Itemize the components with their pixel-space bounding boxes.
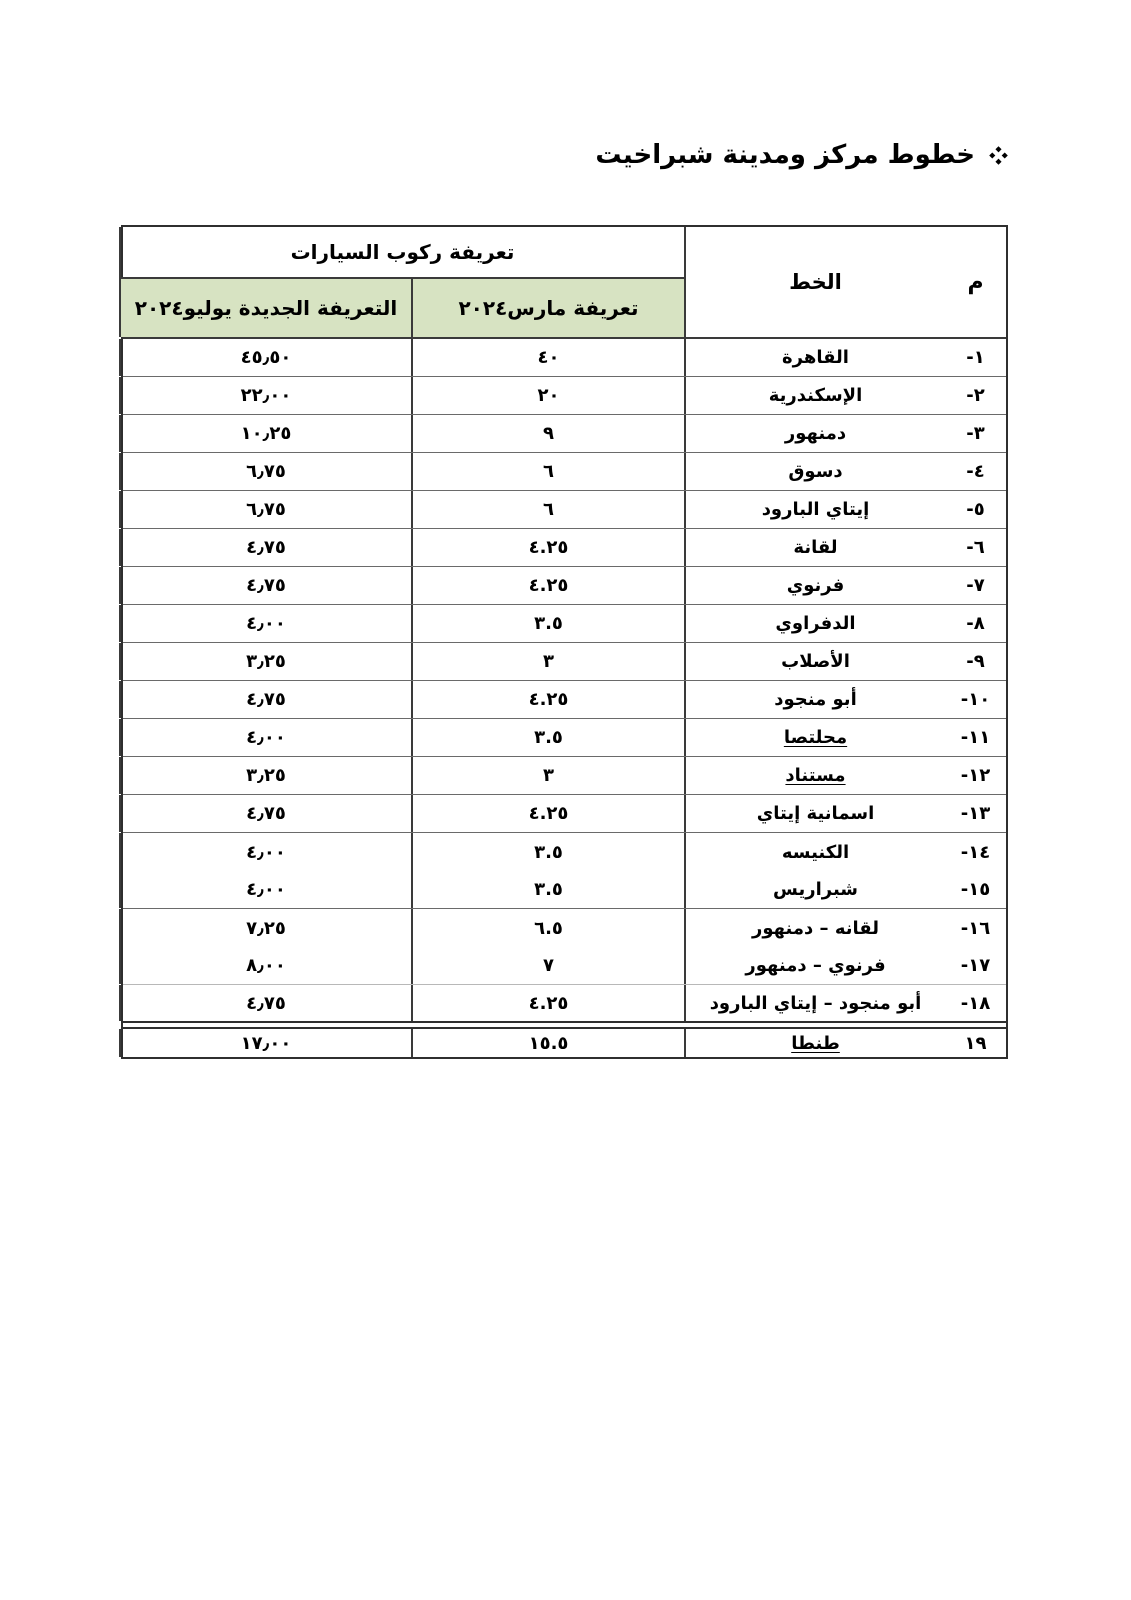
- july-fare-cell: ٤٥٫٥٠: [119, 339, 411, 376]
- march-fare-cell: ٦: [411, 453, 684, 490]
- line-name-cell: أبو منجود – إيتاي البارود: [684, 985, 945, 1021]
- row-number-cell: ١٠-: [960, 689, 991, 710]
- line-name-cell: طنطا: [684, 1029, 945, 1057]
- row-number-cell: ٢-: [966, 385, 985, 406]
- row-number-cell: ١٣-: [960, 803, 991, 824]
- table-row: [123, 871, 1006, 909]
- row-number-cell: ١٥-: [960, 879, 991, 900]
- july-fare-cell: ٢٢٫٠٠: [119, 377, 411, 414]
- row-number-cell: ١٢-: [960, 765, 991, 786]
- row-number-cell: ١٧-: [960, 955, 991, 976]
- row-number-cell: ٤-: [966, 461, 985, 482]
- march-fare-cell: ٤.٢٥: [411, 681, 684, 718]
- table-row: [123, 529, 1006, 567]
- table-row: [123, 947, 1006, 985]
- july-fare-cell: ٣٫٢٥: [119, 757, 411, 794]
- table-row: [123, 491, 1006, 529]
- march-fare-cell: ٧: [411, 947, 684, 984]
- july-fare-cell: ٤٫٠٠: [119, 605, 411, 642]
- july-fare-cell: ١٠٫٢٥: [119, 415, 411, 452]
- july-fare-cell: ٤٫٠٠: [119, 833, 411, 871]
- table-row: [123, 453, 1006, 491]
- line-name-cell: إيتاي البارود: [684, 491, 945, 528]
- row-number-cell: ٦-: [966, 537, 985, 558]
- line-name-cell: دسوق: [684, 453, 945, 490]
- july-fare-cell: ٤٫٠٠: [119, 719, 411, 756]
- row-number-cell: ٨-: [966, 613, 985, 634]
- row-number-cell: ١٦-: [960, 917, 991, 939]
- march-fare-cell: ٣.٥: [411, 833, 684, 871]
- table-row: [123, 833, 1006, 871]
- july-fare-cell: ٨٫٠٠: [119, 947, 411, 984]
- table-row: [123, 415, 1006, 453]
- march-fare-cell: ٢٠: [411, 377, 684, 414]
- diamond-bullet-icon: [989, 146, 1008, 165]
- line-name-cell: مستناد: [684, 757, 945, 794]
- table-row: [123, 719, 1006, 757]
- march-fare-cell: ٩: [411, 415, 684, 452]
- row-number-cell: ١٤-: [960, 841, 991, 863]
- row-number-cell: ١١-: [960, 727, 991, 748]
- march-fare-cell: ٣: [411, 643, 684, 680]
- march-fare-cell: ٤.٢٥: [411, 985, 684, 1021]
- line-name-cell: اسمانية إيتاي: [684, 795, 945, 832]
- july-fare-cell: ٤٫٧٥: [119, 795, 411, 832]
- line-name-cell: الأصلاب: [684, 643, 945, 680]
- march-fare-cell: ٤.٢٥: [411, 567, 684, 604]
- july-fare-cell: ٧٫٢٥: [119, 909, 411, 947]
- header-fare-group-title: تعريفة ركوب السيارات: [119, 227, 684, 279]
- fare-table: [121, 225, 1008, 1059]
- line-name-cell: القاهرة: [684, 339, 945, 376]
- line-name-cell: لقانة: [684, 529, 945, 566]
- table-body: [123, 339, 1006, 1057]
- july-fare-cell: ٤٫٧٥: [119, 529, 411, 566]
- line-name-cell: أبو منجود: [684, 681, 945, 718]
- row-number-cell: ٧-: [966, 575, 985, 596]
- document-title: [595, 140, 1008, 170]
- line-name-cell: فرنوي: [684, 567, 945, 604]
- table-row: [123, 909, 1006, 947]
- july-fare-cell: ٤٫٠٠: [119, 871, 411, 908]
- header-number-column: م: [967, 269, 984, 295]
- table-row: [123, 339, 1006, 377]
- july-fare-cell: ٤٫٧٥: [119, 681, 411, 718]
- header-march-fare-column: تعريفة مارس٢٠٢٤: [411, 279, 684, 337]
- table-row: [123, 681, 1006, 719]
- line-name-cell: الإسكندرية: [684, 377, 945, 414]
- march-fare-cell: ٤٠: [411, 339, 684, 376]
- table-row: [123, 567, 1006, 605]
- header-line-column: الخط: [684, 227, 945, 337]
- row-number-cell: ٩-: [966, 651, 985, 672]
- table-row: [123, 377, 1006, 415]
- march-fare-cell: ١٥.٥: [411, 1029, 684, 1057]
- line-name-cell: الدفراوي: [684, 605, 945, 642]
- march-fare-cell: ٣: [411, 757, 684, 794]
- table-row: [123, 1027, 1006, 1057]
- march-fare-cell: ٦: [411, 491, 684, 528]
- table-row: [123, 795, 1006, 833]
- march-fare-cell: ٤.٢٥: [411, 529, 684, 566]
- page-title-text: خطوط مركز ومدينة شبراخيت: [595, 140, 975, 170]
- march-fare-cell: ٤.٢٥: [411, 795, 684, 832]
- row-number-cell: ١٩: [964, 1032, 987, 1054]
- row-number-cell: ٥-: [966, 499, 985, 520]
- line-name-cell: محلتصا: [684, 719, 945, 756]
- row-number-cell: ١٨-: [960, 992, 991, 1014]
- line-name-cell: شبراريس: [684, 871, 945, 908]
- july-fare-cell: ٦٫٧٥: [119, 453, 411, 490]
- march-fare-cell: ٣.٥: [411, 719, 684, 756]
- table-row: [123, 757, 1006, 795]
- july-fare-cell: ٣٫٢٥: [119, 643, 411, 680]
- table-header: [123, 227, 1006, 339]
- header-fare-group: [119, 227, 684, 337]
- row-number-cell: ٣-: [966, 423, 985, 444]
- header-fare-subrow: [119, 279, 684, 337]
- line-name-cell: فرنوي – دمنهور: [684, 947, 945, 984]
- march-fare-cell: ٣.٥: [411, 605, 684, 642]
- march-fare-cell: ٦.٥: [411, 909, 684, 947]
- line-name-cell: لقانه – دمنهور: [684, 909, 945, 947]
- table-row: [123, 605, 1006, 643]
- line-name-cell: الكنيسه: [684, 833, 945, 871]
- july-fare-cell: ٤٫٧٥: [119, 985, 411, 1021]
- row-number-cell: ١-: [966, 347, 985, 368]
- table-row: [123, 985, 1006, 1023]
- table-row: [123, 643, 1006, 681]
- header-july-fare-column: التعريفة الجديدة يوليو٢٠٢٤: [119, 279, 411, 337]
- march-fare-cell: ٣.٥: [411, 871, 684, 908]
- line-name-cell: دمنهور: [684, 415, 945, 452]
- july-fare-cell: ١٧٫٠٠: [119, 1029, 411, 1057]
- july-fare-cell: ٦٫٧٥: [119, 491, 411, 528]
- july-fare-cell: ٤٫٧٥: [119, 567, 411, 604]
